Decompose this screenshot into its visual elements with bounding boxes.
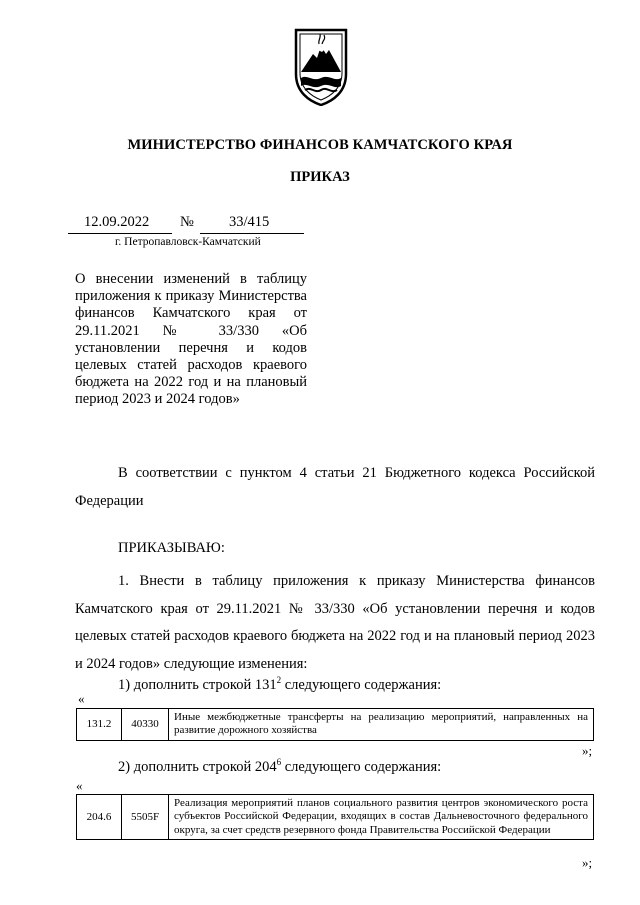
opening-quote-2: «	[76, 778, 83, 793]
closing-quote-2: »;	[582, 855, 593, 870]
item-1-paragraph: 1. Внести в таблицу приложения к приказу Министерства финансов Камчатского края от 29.11.2021 № 33/330 «Об установлении перечня и кодов целевых статей расходов краевого бюджета на 2022 год и на плановый период 2023 и 2024 годов» следующие изменения:	[75, 573, 595, 672]
order-word: ПРИКАЗЫВАЮ:	[118, 540, 225, 556]
kamchatka-coat-of-arms-icon	[293, 28, 349, 106]
subitem-1-prefix: 1) дополнить строкой 131	[118, 677, 277, 693]
table-row-131-2	[76, 708, 594, 741]
row-code: 131.2	[77, 709, 122, 741]
closing-quote-1: »;	[582, 743, 593, 758]
city-name: г. Петропавловск-Камчатский	[115, 236, 261, 248]
number-sign: №	[180, 214, 194, 230]
target-article-name: Реализация мероприятий планов социального развития центров экономического роста субъектов Российской Федерации, входящих в состав Дальневосточного федерального округа, за счет средств резервного фонда Правительства Российской Федерации	[169, 795, 594, 840]
row-code: 204.6	[77, 795, 122, 840]
ministry-name: МИНИСТЕРСТВО ФИНАНСОВ КАМЧАТСКОГО КРАЯ	[127, 137, 513, 153]
subitem-1-suffix: следующего содержания:	[281, 677, 442, 693]
subitem-1-superscript: 2	[276, 675, 282, 686]
target-article-code: 40330	[122, 709, 169, 741]
date-underline	[68, 233, 172, 234]
order-date: 12.09.2022	[84, 214, 150, 230]
number-underline	[200, 233, 304, 234]
document-type-title: ПРИКАЗ	[290, 169, 350, 185]
subitem-2-prefix: 2) дополнить строкой 204	[118, 759, 277, 775]
order-number: 33/415	[229, 214, 270, 230]
legal-basis-paragraph: В соответствии с пунктом 4 статьи 21 Бюджетного кодекса Российской Федерации	[75, 465, 595, 509]
subitem-2-suffix: следующего содержания:	[281, 759, 442, 775]
subitem-2	[75, 754, 595, 782]
subitem-1	[75, 672, 595, 700]
target-article-name: Иные межбюджетные трансферты на реализацию мероприятий, направленных на развитие дорожного хозяйства	[169, 709, 594, 741]
order-subject: О внесении изменений в таблицу приложения к приказу Министерства финансов Камчатского края от 29.11.2021 № 33/330 «Об установлении перечня и кодов целевых статей расходов краевого бюджета на 2022 год и на плановый период 2023 и 2024 годов»	[75, 271, 307, 408]
table-row-204-6	[76, 794, 594, 840]
opening-quote-1: «	[78, 691, 85, 706]
target-article-code: 5505F	[122, 795, 169, 840]
subitem-2-superscript: 6	[276, 757, 282, 768]
